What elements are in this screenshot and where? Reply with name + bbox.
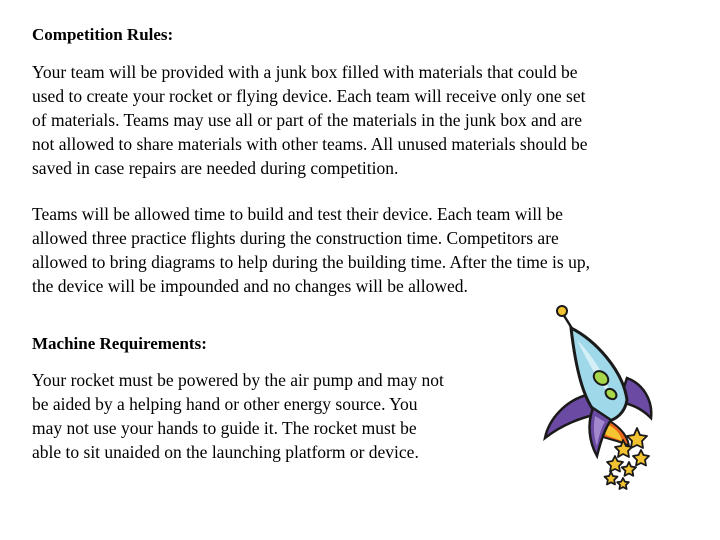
paragraph-line: the device will be impounded and no changes will be allowed. (32, 276, 468, 296)
rocket-icon (535, 300, 665, 495)
paragraph-line: not allowed to share materials with other teams. All unused materials should be (32, 134, 588, 154)
machine-requirements-heading: Machine Requirements: (32, 334, 207, 353)
paragraph-line: Your rocket must be powered by the air pump and may not (32, 370, 444, 390)
paragraph-line: allowed three practice flights during the construction time. Competitors are (32, 228, 559, 248)
paragraph-line: saved in case repairs are needed during competition. (32, 158, 399, 178)
paragraph-line: be aided by a helping hand or other energy source. You (32, 394, 418, 414)
paragraph-line: may not use your hands to guide it. The rocket must be (32, 418, 417, 438)
paragraph-line: able to sit unaided on the launching platform or device. (32, 442, 419, 462)
paragraph-line: Teams will be allowed time to build and test their device. Each team will be (32, 204, 563, 224)
paragraph-line: used to create your rocket or flying device. Each team will receive only one set (32, 86, 586, 106)
competition-rules-paragraph-1 (32, 60, 588, 180)
machine-requirements-paragraph (32, 368, 444, 464)
paragraph-line: Your team will be provided with a junk box filled with materials that could be (32, 62, 578, 82)
competition-rules-paragraph-2 (32, 202, 590, 298)
paragraph-line: allowed to bring diagrams to help during the building time. After the time is up, (32, 252, 590, 272)
competition-rules-heading: Competition Rules: (32, 25, 174, 44)
paragraph-line: of materials. Teams may use all or part of the materials in the junk box and are (32, 110, 583, 130)
